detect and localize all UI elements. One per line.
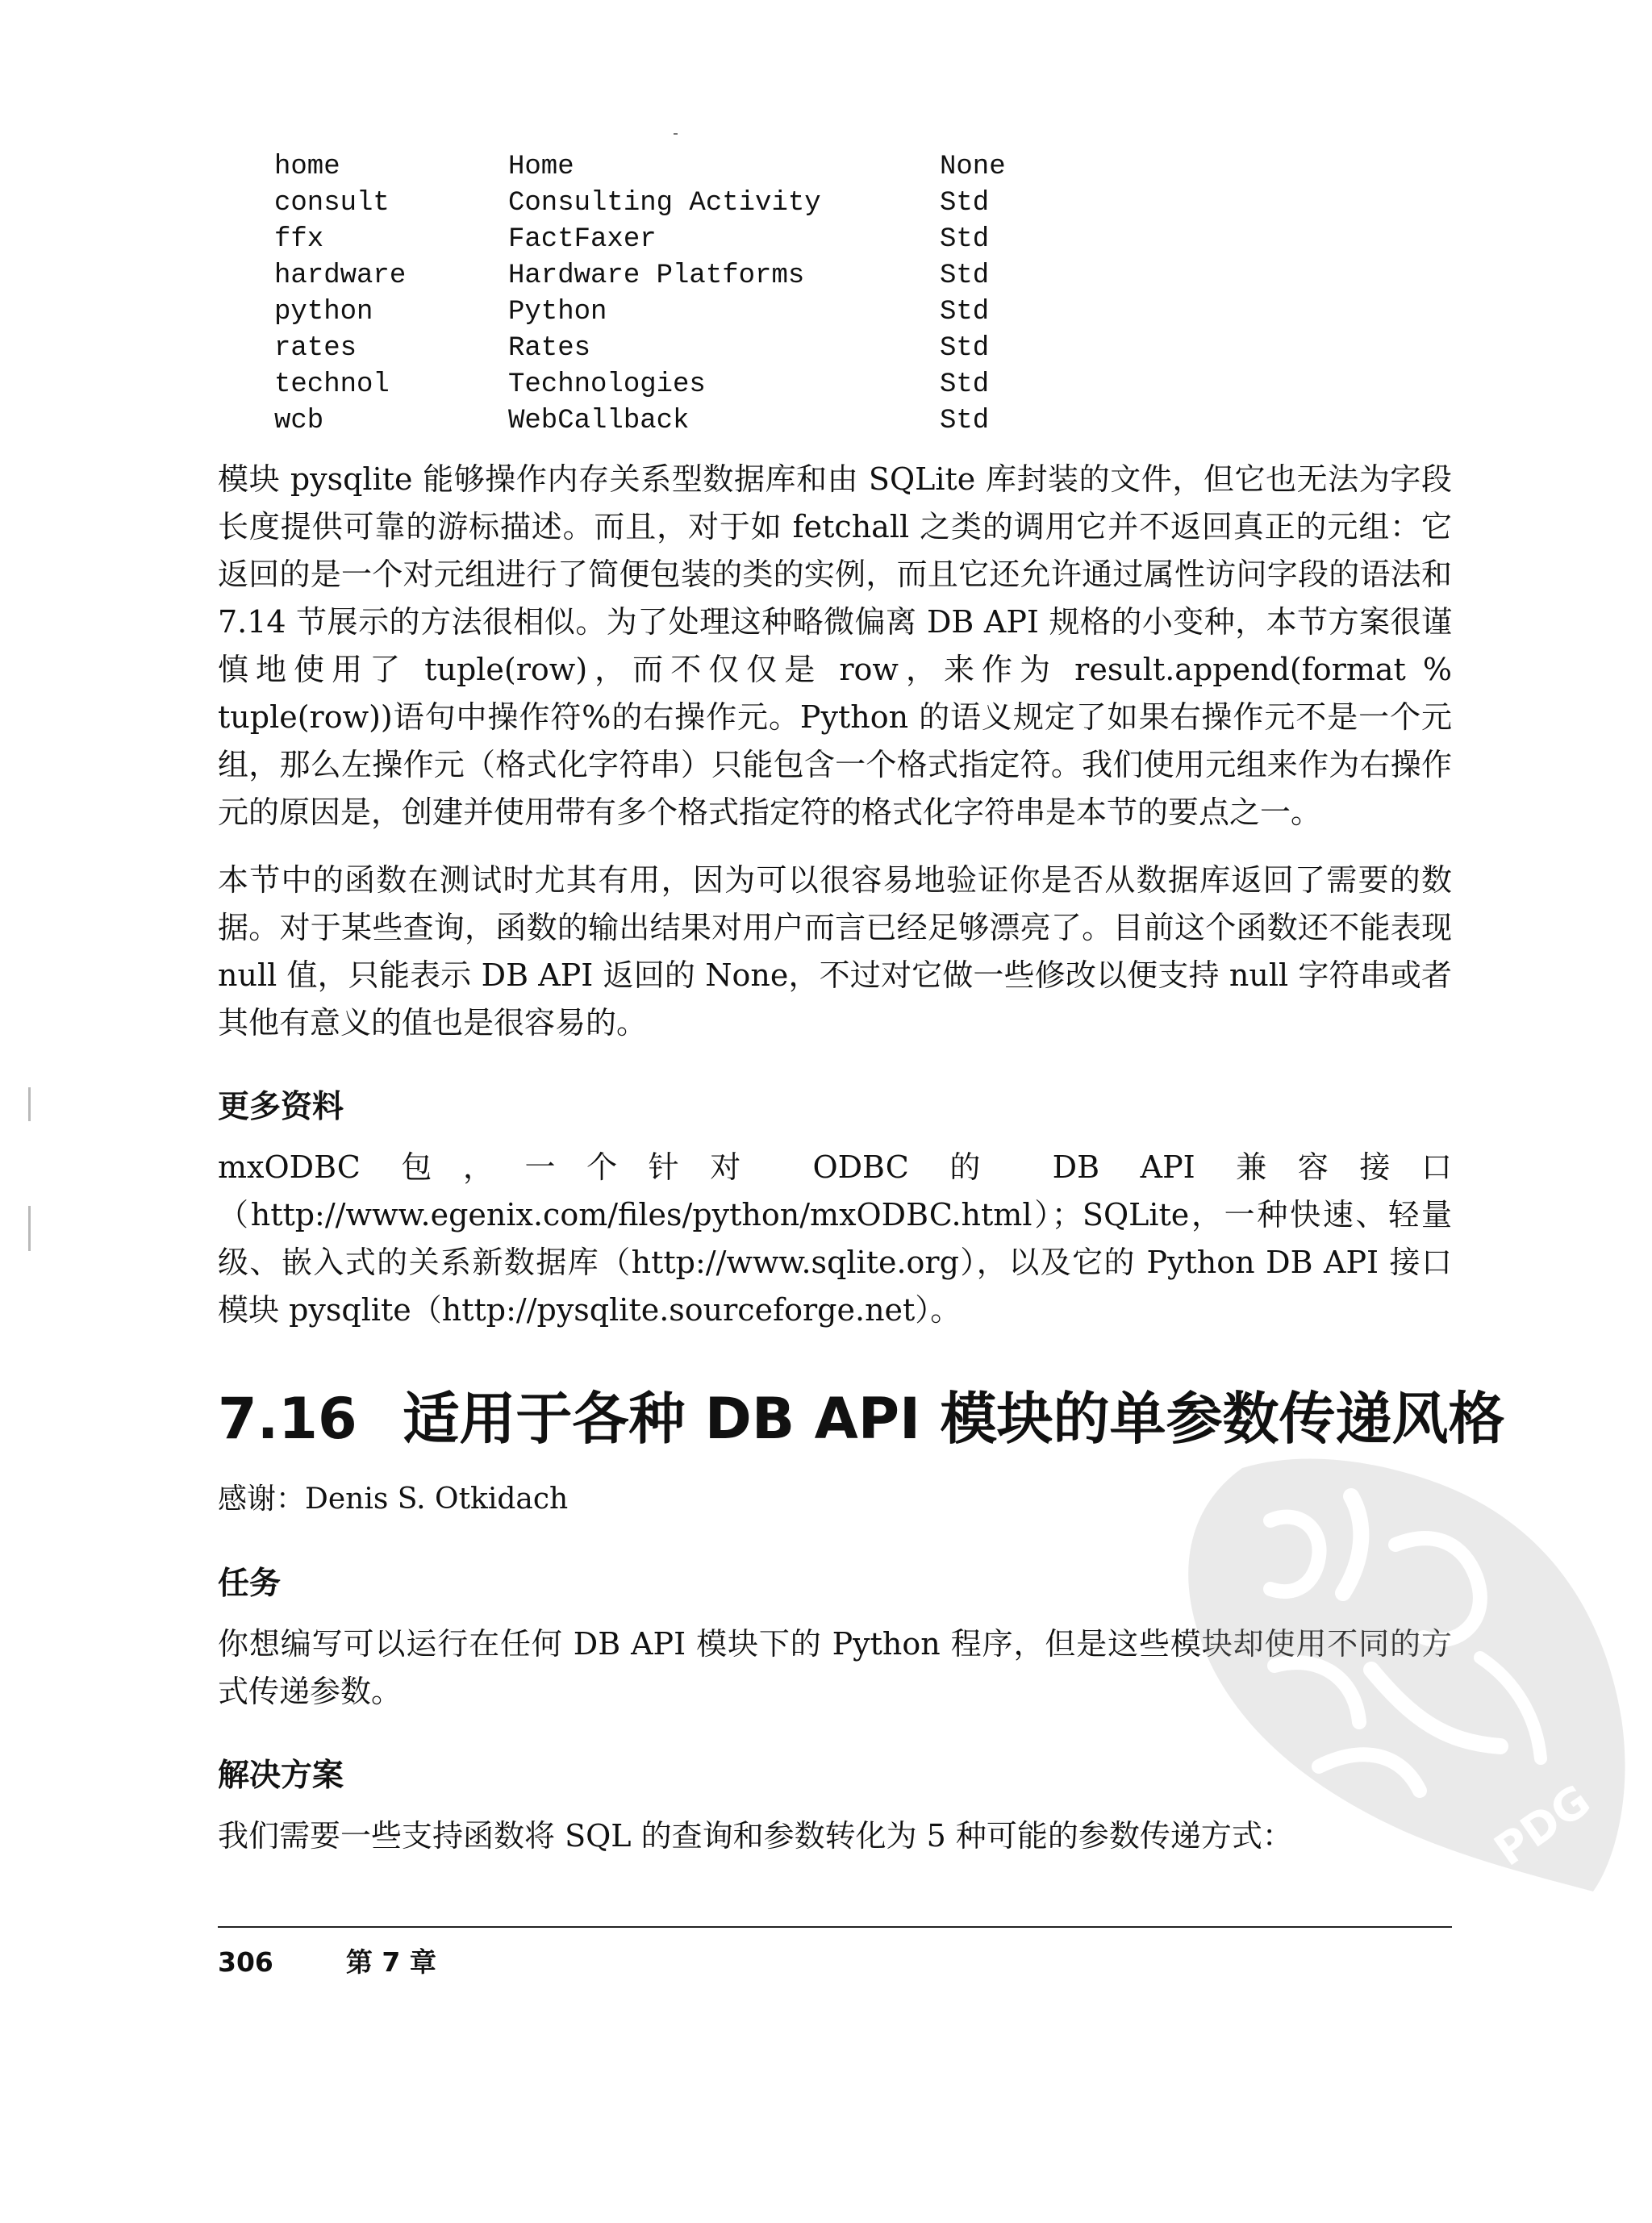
- code-key: ffx: [274, 224, 324, 255]
- scan-mark: [28, 1087, 31, 1121]
- code-value: Std: [940, 261, 990, 291]
- code-label: WebCallback: [508, 406, 690, 436]
- code-row: [274, 403, 1452, 440]
- code-key: wcb: [274, 406, 324, 436]
- recipe-credit: 感谢：Denis S. Otkidach: [218, 1483, 569, 1516]
- code-label: Home: [508, 152, 574, 182]
- scan-mark: [28, 1206, 31, 1251]
- footer-divider: [218, 1926, 1452, 1928]
- code-value: Std: [940, 188, 990, 219]
- watermark-text: PDG: [1485, 1775, 1600, 1876]
- code-value: Std: [940, 369, 990, 400]
- code-row: [274, 186, 1452, 222]
- code-label: Consulting Activity: [508, 188, 821, 219]
- body-paragraph: 本节中的函数在测试时尤其有用，因为可以很容易地验证你是否从数据库返回了需要的数据。对于某些查询，函数的输出结果对用户而言已经足够漂亮了。目前这个函数还不能表现 null 值，只能表示 DB API 返回的 None，不过对它做一些修改以便支持 null 字符串或者其他有意义的值也是很容易的。: [218, 862, 1452, 1041]
- code-label: Rates: [508, 333, 591, 364]
- code-listing: [274, 149, 1452, 440]
- code-key: python: [274, 297, 373, 327]
- scan-dot: [674, 133, 678, 135]
- footer-chapter: 第 7 章: [345, 1946, 436, 1978]
- code-key: hardware: [274, 261, 407, 291]
- code-key: technol: [274, 369, 390, 400]
- code-row: [274, 258, 1452, 294]
- code-row: [274, 294, 1452, 331]
- more-info-paragraph: mxODBC 包，一个针对 ODBC 的 DB API 兼容接口（http://www.egenix.com/files/python/mxODBC.html）；SQLite，一种快速、轻量级、嵌入式的关系新数据库（http://www.sqlite.org），以及它的 Python DB API 接口模块 pysqlite（http://pysqlite.sourceforge.net）。: [218, 1149, 1452, 1328]
- code-row: [274, 149, 1452, 186]
- library-seal-watermark: [1153, 1452, 1637, 1904]
- body-paragraph: 模块 pysqlite 能够操作内存关系型数据库和由 SQLite 库封装的文件，但它也无法为字段长度提供可靠的游标描述。而且，对于如 fetchall 之类的调用它并不返回真正的元组：它返回的是一个对元组进行了简便包装的类的实例，而且它还允许通过属性访问字段的语法和 7.14 节展示的方法很相似。为了处理这种略微偏离 DB API 规格的小变种，本节方案很谨慎地使用了 tuple(row)，而不仅仅是 row，来作为 result.append(format % tuple(row))语句中操作符%的右操作元。Python 的语义规定了如果右操作元不是一个元组，那么左操作元（格式化字符串）只能包含一个格式指定符。我们使用元组来作为右操作元的原因是，创建并使用带有多个格式指定符的格式化字符串是本节的要点之一。: [218, 461, 1452, 830]
- code-value: Std: [940, 406, 990, 436]
- code-row: [274, 222, 1452, 258]
- code-value: Std: [940, 297, 990, 327]
- code-value: None: [940, 152, 1006, 182]
- code-value: Std: [940, 333, 990, 364]
- recipe-title-text: 适用于各种 DB API 模块的单参数传递风格: [403, 1386, 1505, 1452]
- code-label: FactFaxer: [508, 224, 657, 255]
- code-key: consult: [274, 188, 390, 219]
- code-key: home: [274, 152, 340, 182]
- task-heading: 任务: [218, 1566, 282, 1602]
- code-key: rates: [274, 333, 357, 364]
- solution-heading: 解决方案: [218, 1758, 344, 1794]
- code-row: [274, 331, 1452, 367]
- page-footer: [218, 1942, 436, 1983]
- solution-paragraph: 我们需要一些支持函数将 SQL 的查询和参数转化为 5 种可能的参数传递方式：: [218, 1818, 1293, 1854]
- code-label: Technologies: [508, 369, 706, 400]
- task-paragraph: 你想编写可以运行在任何 DB API 模块下的 Python 程序，但是这些模块却使用不同的方式传递参数。: [218, 1626, 1452, 1709]
- more-info-heading: 更多资料: [218, 1089, 344, 1125]
- code-value: Std: [940, 224, 990, 255]
- recipe-title: [218, 1378, 1505, 1459]
- code-label: Hardware Platforms: [508, 261, 805, 291]
- code-label: Python: [508, 297, 607, 327]
- code-row: [274, 367, 1452, 403]
- recipe-number: 7.16: [218, 1386, 357, 1452]
- page-number: 306: [218, 1946, 273, 1978]
